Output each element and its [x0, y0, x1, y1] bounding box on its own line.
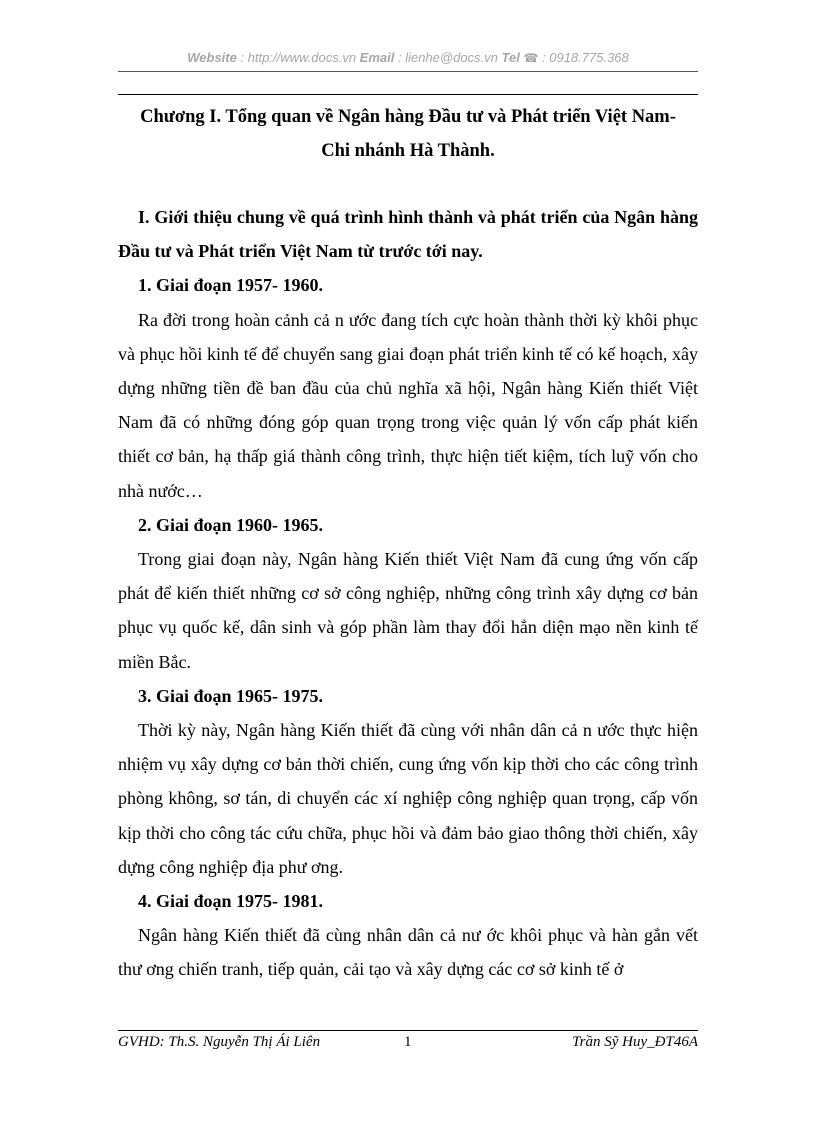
email-value: : lienhe@docs.vn — [394, 50, 502, 65]
document-body — [118, 200, 698, 987]
website-value: : http://www.docs.vn — [236, 50, 360, 65]
page-header — [118, 50, 698, 65]
page-footer — [118, 1034, 698, 1056]
email-label: Email — [359, 50, 395, 65]
period-paragraph: Ra đời trong hoàn cảnh cả n ước đang tích cực hoàn thành thời kỳ khôi phục và phục hồi kinh tế để chuyển sang giai đoạn phát triển kinh tế có kế hoạch, xây dựng những tiền đề ban đầu của chủ nghĩa xã hội, Ngân hàng Kiến thiết Việt Nam đã có những đóng góp quan trọng trong việc quản lý vốn cấp phát kiến thiết cơ bản, hạ thấp giá thành công trình, thực hiện tiết kiệm, tích luỹ vốn cho nhà nước… — [118, 309, 698, 501]
section-heading: I. Giới thiệu chung về quá trình hình thành và phát triển của Ngân hàng Đầu tư và Phát triển Việt Nam từ trước tới nay. — [118, 207, 698, 262]
header-divider-bold — [118, 94, 698, 95]
footer-advisor: GVHD: Th.S. Nguyễn Thị Ái Liên — [118, 1034, 321, 1050]
period-heading: 1. Giai đoạn 1957- 1960. — [138, 275, 324, 296]
period-heading: 4. Giai đoạn 1975- 1981. — [138, 891, 324, 912]
period-paragraph: Thời kỳ này, Ngân hàng Kiến thiết đã cùng với nhân dân cả n ước thực hiện nhiệm vụ xây dựng cơ bản thời chiến, cung ứng vốn kịp thời cho các công trình phòng không, sơ tán, di chuyển các xí nghiệp công nghiệp quan trọng, cấp vốn kịp thời cho công tác cứu chữa, phục hồi và đảm bảo giao thông thời chiến, xây dựng công nghiệp địa phư ơng. — [118, 720, 698, 877]
footer-divider — [118, 1030, 698, 1031]
period-heading: 3. Giai đoạn 1965- 1975. — [138, 685, 324, 706]
chapter-title-line2: Chi nhánh Hà Thành. — [321, 141, 495, 161]
footer-author: Trần Sỹ Huy_ĐT46A — [572, 1034, 698, 1050]
chapter-title-line1: Chương I. Tổng quan về Ngân hàng Đầu tư và Phát triển Việt Nam- — [140, 107, 676, 127]
period-paragraph: Trong giai đoạn này, Ngân hàng Kiến thiết Việt Nam đã cung ứng vốn cấp phát để kiến thiết những cơ sở công nghiệp, những công trình xây dựng cơ bản phục vụ quốc kế, dân sinh và góp phần làm thay đổi hẳn diện mạo nền kinh tế miền Bắc. — [118, 549, 698, 672]
chapter-title — [118, 100, 698, 168]
period-paragraph: Ngân hàng Kiến thiết đã cùng nhân dân cả nư ớc khôi phục và hàn gắn vết thư ơng chiến tranh, tiếp quản, cải tạo và xây dựng các cơ sở kinh tế ở — [118, 925, 698, 980]
tel-value: : 0918.775.368 — [538, 50, 629, 65]
phone-icon: ☎ — [523, 51, 539, 65]
website-label: Website — [187, 50, 237, 65]
tel-label: Tel — [501, 50, 520, 65]
page-number: 1 — [404, 1034, 412, 1050]
header-divider — [118, 71, 698, 72]
period-heading: 2. Giai đoạn 1960- 1965. — [138, 514, 324, 535]
